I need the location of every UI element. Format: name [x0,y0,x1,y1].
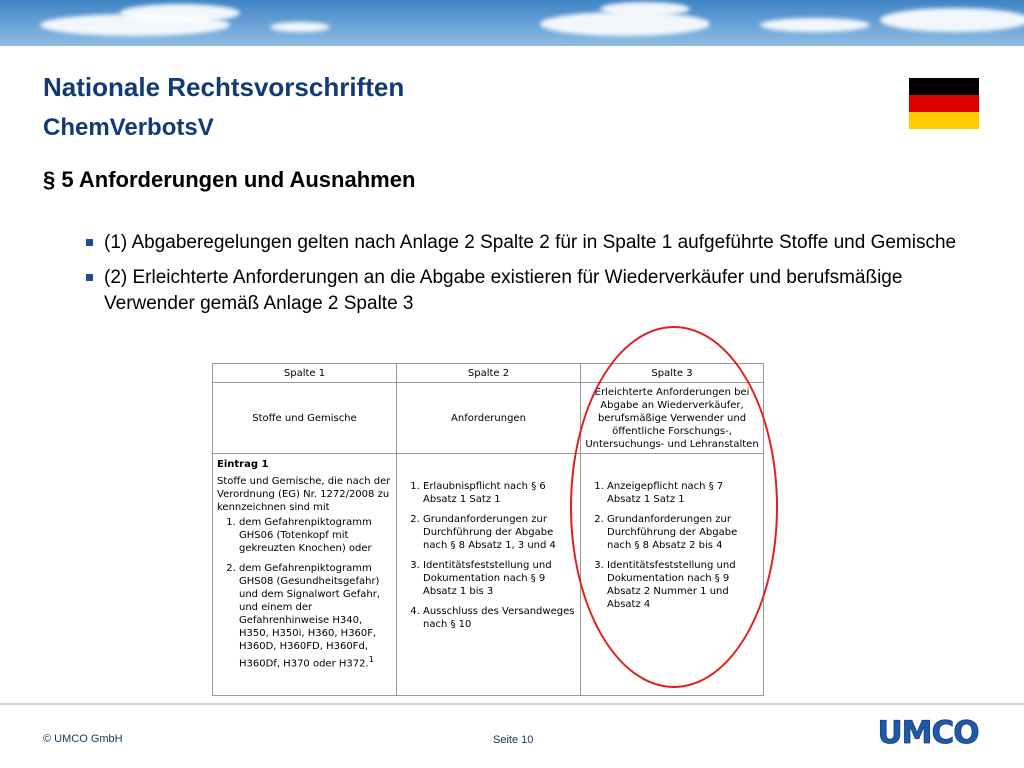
svg-text:UMCO: UMCO [877,715,979,748]
footer-divider [0,703,1024,705]
list-item: 2. dem Gefahrenpiktogramm GHS08 (Gesundheitsgefahr) und dem Signalwort Gefahr, und einem der Gefahrenhinweise H340, H350, H350i, H360, H360F, H360D, H360FD, H360Fd, H360Df, H370 oder H372.$^1$ [239,562,392,670]
bullet-text: (1) Abgaberegelungen gelten nach Anlage 2 Spalte 2 für in Spalte 1 aufgeführte Stoffe und Gemische [104,232,957,253]
bullet-item [82,230,982,256]
entry-title: Eintrag 1 [217,459,269,470]
page-subtitle: ChemVerbotsV [43,114,214,141]
column-subheader: Erleichterte Anforderungen bei Abgabe an Wiederverkäufer, berufsmäßige Verwender und öffentliche Forschungs-, Untersuchungs- und Lehranstalten [581,383,764,454]
bullet-item [82,265,982,317]
table-cell [397,454,581,696]
bullet-list [82,230,982,326]
column-header: Spalte 1 [213,364,397,383]
table-cell [213,454,397,696]
list-item: 1. Anzeigepflicht nach § 7 Absatz 1 Satz 1 [607,480,759,506]
column-subheader: Stoffe und Gemische [213,383,397,454]
entry-intro: Stoffe und Gemische, die nach der Verordnung (EG) Nr. 1272/2008 zu kennzeichnen sind mit [217,476,391,513]
column-subheader: Anforderungen [397,383,581,454]
column-header: Spalte 2 [397,364,581,383]
copyright-text: © UMCO GmbH [43,733,123,745]
list-item: 2. Grundanforderungen zur Durchführung der Abgabe nach § 8 Absatz 1, 3 und 4 [423,513,576,552]
sky-banner [0,0,1024,46]
bullet-text: (2) Erleichterte Anforderungen an die Abgabe existieren für Wiederverkäufer und berufsmäßige Verwender gemäß Anlage 2 Spalte 3 [104,267,903,314]
list-item: 4. Ausschluss des Versandweges nach § 10 [423,605,576,631]
list-item: 1. dem Gefahrenpiktogramm GHS06 (Totenkopf mit gekreuzten Knochen) oder [239,516,392,555]
list-item: 1. Erlaubnispflicht nach § 6 Absatz 1 Satz 1 [423,480,576,506]
bullet-square-icon [86,274,93,281]
bullet-square-icon [86,239,93,246]
umco-logo-icon [873,714,983,748]
footnote-marker: 1 [368,654,374,664]
col1-list [217,516,392,670]
highlight-circle [570,326,778,688]
list-item: 3. Identitätsfeststellung und Dokumentation nach § 9 Absatz 1 bis 3 [423,559,576,598]
list-item: 3. Identitätsfeststellung und Dokumentation nach § 9 Absatz 2 Nummer 1 und Absatz 4 [607,559,759,611]
page-title: Nationale Rechtsvorschriften [43,72,405,102]
german-flag-icon [909,78,979,129]
page-number: Seite 10 [493,734,534,746]
col2-list [401,480,576,631]
list-item: 2. Grundanforderungen zur Durchführung der Abgabe nach § 8 Absatz 2 bis 4 [607,513,759,552]
column-header: Spalte 3 [581,364,764,383]
section-heading: § 5 Anforderungen und Ausnahmen [43,167,416,192]
